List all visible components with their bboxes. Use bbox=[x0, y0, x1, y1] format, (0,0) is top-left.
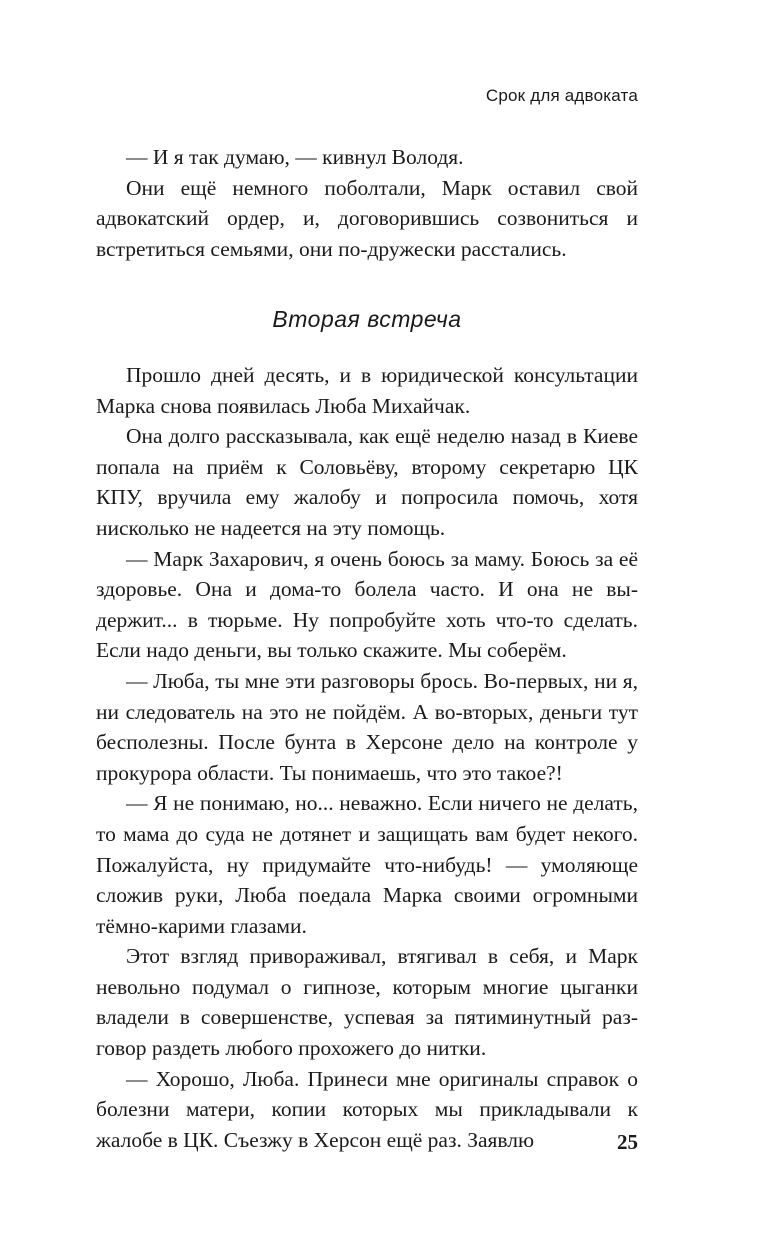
paragraph: — Хорошо, Люба. Принеси мне оригиналы справок о болезни матери, копии которых мы прикладывали к жалобе в ЦК. Съезжу в Херсон ещё раз. Заявлю bbox=[96, 1066, 638, 1152]
section-text bbox=[96, 360, 638, 1155]
paragraph: — Люба, ты мне эти разговоры брось. Во-первых, ни я, ни следователь на это не пойдём. А во-вторых, деньги тут бесполезны. После бунта в Херсоне дело на контроле у прокурора области. Ты понимаешь, что это такое?! bbox=[96, 668, 638, 785]
running-title: Срок для адвоката bbox=[485, 86, 638, 105]
paragraph: — Марк Захарович, я очень боюсь за маму. Боюсь за её здоровье. Она и дома-то болела часто. И она не выдержит... в тюрьме. Ну попробуйте хоть что-то сделать. Если надо деньги, вы только скажите. Мы соберём. bbox=[96, 546, 638, 663]
intro-text bbox=[96, 142, 638, 264]
paragraph: — И я так думаю, — кивнул Володя. bbox=[126, 145, 464, 169]
paragraph: Этот взгляд привораживал, втягивал в себя, и Марк невольно подумал о гипнозе, которым многие цыганки владели в совершенстве, успевая за пятиминутный разговор раздеть любого прохожего до нитки. bbox=[96, 944, 638, 1061]
paragraph: Прошло дней десять, и в юридической консультации Марка снова появилась Люба Михайчак. bbox=[96, 363, 638, 418]
section-title: Вторая встреча bbox=[272, 306, 462, 332]
paragraph: Они ещё немного поболтали, Марк оставил свой адвокатский ордер, и, договорившись созвониться и встретиться семьями, они по-дружески расстались. bbox=[96, 175, 638, 261]
paragraph: — Я не понимаю, но... неважно. Если ничего не делать, то мама до суда не дотянет и защищать вам будет некого. Пожалуйста, ну придумайте что-нибудь! — умоляюще сложив руки, Люба поедала Марка своими огромными тёмно-карими глазами. bbox=[96, 791, 638, 938]
paragraph: Она долго рассказывала, как ещё неделю назад в Киеве попала на приём к Соловьёву, второму секретарю ЦК КПУ, вручила ему жалобу и попросила помочь, хотя нисколько не надеется на эту помощь. bbox=[96, 424, 638, 540]
page-number: 25 bbox=[617, 1130, 638, 1154]
